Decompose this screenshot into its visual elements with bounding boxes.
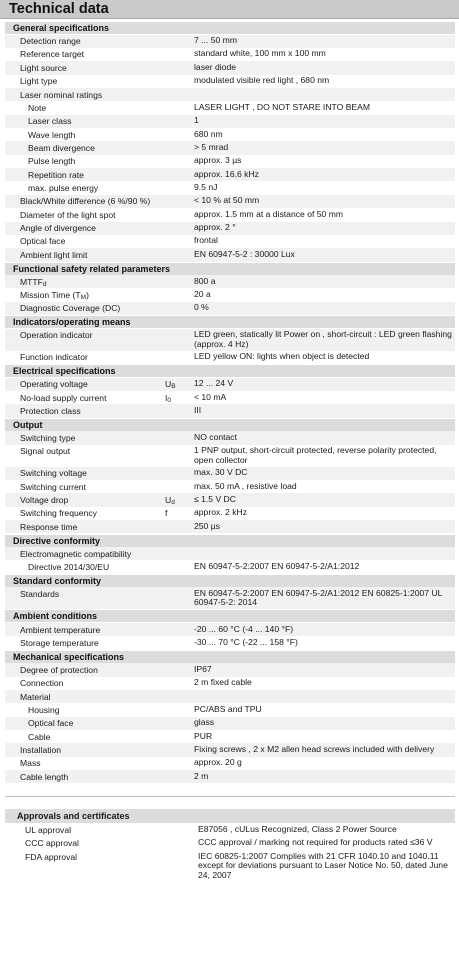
- spec-label-text: Operation indicator: [20, 330, 93, 341]
- spec-label-text: Standards: [20, 588, 60, 599]
- spec-row: [5, 717, 455, 730]
- spec-label-tail: ): [86, 290, 89, 300]
- spec-row: [5, 507, 455, 520]
- spec-label: [28, 170, 84, 180]
- spec-symbol: [165, 508, 167, 518]
- spec-label: [28, 143, 95, 153]
- spec-label-text: Mass: [20, 758, 41, 769]
- section-header: [5, 574, 455, 587]
- spec-row: [5, 289, 455, 302]
- spec-label: [28, 562, 109, 572]
- spec-label-text: Repetition rate: [28, 169, 84, 180]
- spec-label-text: Switching current: [20, 481, 86, 492]
- spec-label-text: Storage temperature: [20, 637, 99, 648]
- spec-row: [5, 467, 455, 480]
- spec-label: [20, 250, 87, 260]
- spec-label: [20, 379, 88, 389]
- spec-label: [20, 758, 41, 768]
- spec-value: Fixing screws , 2 x M2 allen head screws included with delivery: [194, 743, 435, 754]
- spec-value: 1 PNP output, short-circuit protected, reverse polarity protected, open collector: [194, 445, 437, 465]
- spec-row: [5, 168, 455, 181]
- section-title: Ambient conditions: [13, 611, 97, 622]
- spec-value: glass: [194, 717, 215, 728]
- spec-value: frontal: [194, 235, 218, 246]
- spec-label-text: Function indicator: [20, 352, 88, 363]
- spec-label: [20, 433, 75, 443]
- spec-row: [5, 547, 455, 560]
- spec-value: max. 30 V DC: [194, 467, 248, 478]
- spec-label-text: Wave length: [28, 129, 76, 140]
- section-header: [5, 21, 455, 34]
- spec-value: PC/ABS and TPU: [194, 703, 262, 714]
- spec-value: standard white, 100 mm x 100 mm: [194, 48, 326, 59]
- spec-label-text: Protection class: [20, 405, 81, 416]
- spec-value: EN 60947-5-2:2007 EN 60947-5-2/A1:2012 EN 60825-1:2007 UL 60947-5-2: 2014: [194, 587, 443, 608]
- spec-label-subscript: d: [42, 280, 47, 288]
- spec-row: [5, 690, 455, 703]
- spec-symbol-subscript: d: [171, 498, 175, 506]
- spec-label: [28, 116, 71, 126]
- spec-value: laser diode: [194, 61, 237, 72]
- section-title: Directive conformity: [13, 535, 101, 546]
- spec-label-text: max. pulse energy: [28, 182, 99, 193]
- spec-label: [20, 196, 150, 206]
- spec-symbol-subscript: B: [171, 383, 176, 391]
- approval-value: CCC approval / marking not required for products rated ≤36 V: [198, 837, 433, 847]
- spec-label-text: Angle of divergence: [20, 223, 96, 233]
- spec-symbol-subscript: 0: [167, 396, 172, 404]
- spec-symbol-text: U: [165, 494, 172, 505]
- spec-row: [5, 88, 455, 101]
- spec-label: [28, 183, 98, 193]
- spec-value: < 10 mA: [194, 391, 227, 402]
- spec-row: [5, 730, 455, 743]
- spec-value: max. 50 mA , resistive load: [194, 480, 297, 491]
- section-title: Indicators/operating means: [13, 317, 131, 328]
- spec-label-subscript: M: [80, 294, 87, 301]
- spec-label: [20, 393, 106, 403]
- spec-value: 250 µs: [194, 520, 220, 531]
- spec-value: 20 a: [194, 289, 211, 299]
- spec-label: [20, 223, 96, 233]
- spec-row: [5, 61, 455, 74]
- spec-value: < 10 % at 50 mm: [194, 195, 260, 206]
- spec-label-text: Cable length: [20, 771, 69, 782]
- spec-row: [5, 141, 455, 154]
- spec-row: [5, 560, 455, 573]
- spec-row: [5, 431, 455, 444]
- spec-label: [20, 49, 84, 59]
- title-bar: [0, 0, 459, 19]
- spec-row: [5, 351, 455, 364]
- spec-value: LED yellow ON: lights when object is detected: [194, 351, 370, 362]
- spec-value: EN 60947-5-2:2007 EN 60947-5-2/A1:2012: [194, 560, 360, 571]
- section-title: Output: [13, 419, 43, 430]
- spec-symbol-text: I: [165, 392, 168, 403]
- spec-label: [28, 130, 75, 140]
- spec-label: [20, 589, 59, 599]
- spec-symbol-text: U: [165, 379, 172, 390]
- spec-value: LED green, statically lit Power on , short-circuit : LED green flashing (approx. 4 Hz): [194, 329, 452, 349]
- spec-label-text: Light type: [20, 76, 58, 87]
- section-title: Approvals and certificates: [17, 811, 130, 821]
- approval-label: FDA approval: [25, 851, 78, 862]
- spec-row: [5, 493, 455, 506]
- approval-label: CCC approval: [25, 838, 79, 848]
- spec-label: [20, 290, 89, 301]
- spec-row: [5, 115, 455, 128]
- section-header: [5, 809, 455, 823]
- spec-symbol: [165, 495, 175, 506]
- spec-label: [20, 446, 70, 456]
- spec-label: [20, 482, 86, 492]
- spec-value: EN 60947-5-2 : 30000 Lux: [194, 248, 295, 259]
- spec-row: [5, 703, 455, 716]
- spec-label-text: Degree of protection: [20, 664, 98, 675]
- spec-row: [5, 329, 455, 351]
- spec-label-text: Installation: [20, 744, 62, 755]
- spec-label-text: Ambient temperature: [20, 624, 101, 635]
- spec-value: -30 ... 70 °C (-22 ... 158 °F): [194, 636, 298, 647]
- spec-label-text: Response time: [20, 521, 78, 532]
- spec-symbol: [165, 379, 176, 390]
- spec-row: [5, 757, 455, 770]
- spec-value: approx. 3 µs: [194, 155, 242, 166]
- spec-label: [20, 522, 77, 532]
- spec-label-text: Optical face: [28, 718, 74, 729]
- spec-label: [28, 156, 75, 166]
- spec-label-text: Ambient light limit: [20, 249, 88, 260]
- spec-label: [20, 772, 68, 782]
- page-title: Technical data: [9, 1, 109, 17]
- spec-value: NO contact: [194, 431, 237, 442]
- spec-label: [20, 625, 100, 635]
- spec-row: [5, 75, 455, 88]
- spec-value: ≤ 1.5 V DC: [194, 493, 236, 504]
- spec-row: [5, 208, 455, 221]
- section-header: [5, 262, 455, 275]
- spec-value: approx. 2 kHz: [194, 507, 248, 518]
- spec-value: 2 m: [194, 770, 209, 781]
- spec-label-text: Diagnostic Coverage (DC): [20, 303, 121, 314]
- spec-row: [5, 520, 455, 533]
- spec-row: [5, 195, 455, 208]
- spec-row: [5, 48, 455, 61]
- spec-row: [5, 391, 455, 404]
- spec-label-text: Switching type: [20, 432, 76, 443]
- spec-label: [28, 705, 60, 715]
- spec-label-text: Housing: [28, 704, 60, 715]
- spec-value: 9.5 nJ: [194, 181, 218, 192]
- spec-value: modulated visible red light , 680 nm: [194, 75, 330, 86]
- spec-value: -20 ... 60 °C (-4 ... 140 °F): [194, 623, 294, 634]
- section-header: [5, 609, 455, 622]
- spec-label-text: Operating voltage: [20, 379, 88, 390]
- spec-value: III: [194, 404, 202, 415]
- spec-label: [20, 678, 63, 688]
- section-title: Mechanical specifications: [13, 651, 125, 662]
- spec-label-text: Reference target: [20, 49, 85, 60]
- spec-label-text: Black/White difference (6 %/90 %): [20, 196, 151, 207]
- spec-symbol-text: f: [165, 508, 168, 519]
- section-title: Electrical specifications: [13, 366, 116, 377]
- spec-label-text: Detection range: [20, 36, 81, 47]
- approval-label: UL approval: [25, 824, 72, 835]
- spec-label: [28, 718, 73, 728]
- spec-label-text: No-load supply current: [20, 392, 107, 403]
- spec-label: [20, 303, 120, 313]
- section-title: General specifications: [13, 23, 110, 33]
- approval-row: [5, 850, 455, 881]
- spec-row: [5, 677, 455, 690]
- spec-label: [20, 90, 102, 100]
- spec-value: approx. 20 g: [194, 757, 242, 768]
- spec-label-text: Diameter of the light spot: [20, 209, 116, 220]
- spec-row: [5, 302, 455, 315]
- spec-label-text: Mission Time (T: [20, 290, 81, 300]
- spec-label: [20, 745, 61, 755]
- spec-label-text: Beam divergence: [28, 142, 95, 153]
- spec-row: [5, 248, 455, 261]
- spec-row: [5, 275, 455, 288]
- spec-label-text: Material: [20, 691, 51, 702]
- spec-label: [20, 549, 131, 559]
- table-end-divider: [5, 796, 455, 797]
- spec-row: [5, 235, 455, 248]
- spec-value: IP67: [194, 663, 212, 674]
- spec-label-text: Light source: [20, 62, 67, 73]
- section-header: [5, 534, 455, 547]
- spec-label: [20, 406, 81, 416]
- spec-row: [5, 663, 455, 676]
- spec-label-text: Pulse length: [28, 156, 76, 167]
- spec-label-text: Cable: [28, 731, 51, 742]
- spec-value: PUR: [194, 730, 213, 741]
- approval-value: E87056 , cULus Recognized, Class 2 Power Source: [198, 823, 397, 834]
- spec-value: 2 m fixed cable: [194, 677, 252, 688]
- spec-label-text: Laser nominal ratings: [20, 89, 103, 100]
- spec-value: 800 a: [194, 275, 216, 286]
- spec-label-text: Voltage drop: [20, 494, 69, 505]
- spec-label-text: Optical face: [20, 236, 66, 247]
- spec-row: [5, 770, 455, 783]
- spec-label: [20, 330, 93, 340]
- spec-value: LASER LIGHT , DO NOT STARE INTO BEAM: [194, 101, 371, 112]
- spec-label: [20, 692, 51, 702]
- spec-row: [5, 636, 455, 649]
- spec-label-text: Note: [28, 102, 47, 113]
- spec-row: [5, 128, 455, 141]
- spec-row: [5, 587, 455, 609]
- spec-label: [28, 732, 50, 742]
- spec-row: [5, 743, 455, 756]
- spec-row: [5, 623, 455, 636]
- spec-row: [5, 101, 455, 114]
- spec-label-text: Connection: [20, 678, 64, 689]
- spec-label-text: Electromagnetic compatibility: [20, 548, 132, 559]
- spec-label-text: Switching voltage: [20, 468, 87, 479]
- spec-label: [20, 468, 87, 478]
- spec-label: [20, 277, 47, 288]
- spec-label-text: Laser class: [28, 116, 72, 127]
- spec-value: > 5 mrad: [194, 141, 229, 152]
- spec-label: [20, 352, 88, 362]
- spec-label-text: Switching frequency: [20, 508, 97, 519]
- spec-label: [20, 236, 65, 246]
- spec-value: 0 %: [194, 302, 209, 313]
- spec-row: [5, 445, 455, 467]
- section-header: [5, 650, 455, 663]
- spec-label: [20, 210, 116, 220]
- approval-value: IEC 60825-1:2007 Complies with 21 CFR 1040.10 and 1040.11 except for deviations pursuant to Laser Notice No. 50, dated June 24, 2007: [198, 850, 448, 880]
- section-header: [5, 364, 455, 377]
- spec-value: 7 ... 50 mm: [194, 35, 237, 46]
- approval-row: [5, 823, 455, 837]
- spec-row: [5, 480, 455, 493]
- spec-row: [5, 404, 455, 417]
- spec-label-text: Signal output: [20, 446, 71, 457]
- spec-row: [5, 155, 455, 168]
- section-header: [5, 418, 455, 431]
- spec-label: [28, 103, 46, 113]
- spec-label: [20, 495, 68, 505]
- spec-label: [20, 508, 97, 518]
- spec-row: [5, 222, 455, 235]
- spec-label: [20, 76, 57, 86]
- section-header: [5, 315, 455, 328]
- spec-value: approx. 16.6 kHz: [194, 168, 259, 179]
- spec-value: 680 nm: [194, 128, 223, 139]
- spec-symbol: [165, 393, 171, 404]
- spec-value: 1: [194, 115, 199, 126]
- spec-row: [5, 378, 455, 391]
- spec-label: [20, 36, 81, 46]
- spec-value: approx. 2 °: [194, 222, 236, 232]
- spec-label: [20, 665, 98, 675]
- approval-row: [5, 837, 455, 851]
- spec-label: [20, 638, 99, 648]
- spec-value: 12 ... 24 V: [194, 378, 234, 389]
- spec-value: approx. 1.5 mm at a distance of 50 mm: [194, 208, 344, 219]
- section-title: Functional safety related parameters: [13, 263, 171, 274]
- spec-label-text: Directive 2014/30/EU: [28, 561, 110, 572]
- spec-row: [5, 181, 455, 194]
- spec-label-text: MTTF: [20, 276, 43, 287]
- spec-label: [20, 63, 67, 73]
- spec-row: [5, 35, 455, 48]
- section-title: Standard conformity: [13, 575, 102, 586]
